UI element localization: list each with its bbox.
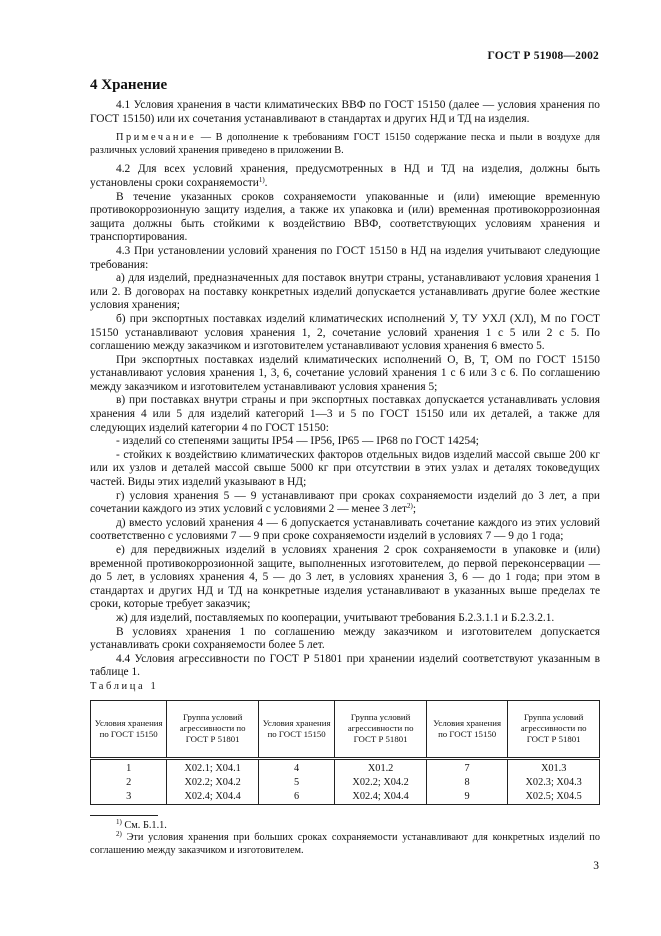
table-cell: 9 bbox=[426, 790, 507, 805]
table-cell: Х02.1; Х04.1 bbox=[167, 758, 259, 776]
note-text: — В дополнение к требованиям ГОСТ 15150 содержание песка и пыли в воздухе для различных условий хранения приведено в приложении В. bbox=[90, 132, 600, 156]
table-cell: 1 bbox=[91, 758, 167, 776]
item-g-end: ; bbox=[412, 503, 417, 516]
note bbox=[90, 132, 600, 157]
paragraph-4-4: 4.4 Условия агрессивности по ГОСТ Р 51801 при хранении изделий соответствуют указанным в таблице 1. bbox=[90, 652, 600, 679]
item-zh: ж) для изделий, поставляемых по кооперации, учитывают требования Б.2.3.1.1 и Б.2.3.2.1. bbox=[116, 611, 555, 624]
table-cell: 2 bbox=[91, 776, 167, 790]
item-g bbox=[90, 490, 600, 517]
footnote-divider bbox=[90, 815, 158, 816]
footnote-mark: 1) bbox=[116, 817, 122, 826]
paragraph-conditions-1: В условиях хранения 1 по соглашению между заказчиком и изготовителем допускается устанавливать сроки сохраняемости более 5 лет. bbox=[90, 625, 600, 652]
table-cell: Х01.3 bbox=[508, 758, 600, 776]
table-cell: Х02.2; Х04.2 bbox=[167, 776, 259, 790]
table-caption: Таблица 1 bbox=[90, 680, 159, 692]
footnote-text: Эти условия хранения при больших сроках сохраняемости устанавливают для конкретных изделий по соглашению между заказчиком и изготовителем. bbox=[90, 832, 600, 856]
table-cell: 6 bbox=[258, 790, 334, 805]
item-v-dash-2: - стойких к воздействию климатических факторов отдельных видов изделий массой свыше 200 кг или их узлов и деталей массой свыше 5000 кг при отсутствии в этих узлах и деталях токоведущих частей. Виды этих изделий указывают в НД; bbox=[90, 448, 600, 489]
note-label: Примечание bbox=[116, 132, 197, 144]
paragraph-4-2-end: . bbox=[264, 176, 268, 189]
item-g-text: г) условия хранения 5 — 9 устанавливают при сроках сохраняемости изделий до 3 лет, а при сочетании каждого из этих условий с условиями 2 — менее 3 лет bbox=[90, 489, 600, 516]
table-cell: Х01.2 bbox=[335, 758, 427, 776]
footnote-text: См. Б.1.1. bbox=[121, 819, 167, 831]
table-cell: Х02.4; Х04.4 bbox=[335, 790, 427, 805]
footnote-ref-1: 1) bbox=[258, 175, 265, 184]
item-d: д) вместо условий хранения 4 — 6 допускается устанавливать сочетание каждого из этих условий соответственно с условиями 7 — 9 при сроке сохраняемости изделий в условиях 7 — 9 до 1 года; bbox=[90, 516, 600, 543]
item-v: в) при поставках внутри страны и при экспортных поставках допускается устанавливать условия хранения 4 или 5 для изделий категорий 1—3 и 5 по ГОСТ 15150 или их деталей, а также для следующих изделий категории 4 по ГОСТ 15150: bbox=[90, 394, 600, 434]
item-b: б) при экспортных поставках изделий климатических исполнений У, ТУ УХЛ (ХЛ), М по ГОСТ 15150 устанавливают условия хранения 1, 2, сочетание условий хранения 1 с 5 или 2 с 5. По соглашению между заказчиком и изготовителем устанавливают условия хранения 6 вместо 5. bbox=[90, 312, 600, 353]
paragraph-4-2-text: 4.2 Для всех условий хранения, предусмотренных в НД и ТД на изделия, должны быть установлены сроки сохраняемости bbox=[90, 163, 600, 189]
table-header-cell: Группа условий агрессивности по ГОСТ Р 51801 bbox=[508, 700, 600, 758]
table-cell: 5 bbox=[258, 776, 334, 790]
paragraph-4-3: 4.3 При установлении условий хранения по ГОСТ 15150 в НД на изделия учитывают следующие требования: bbox=[90, 244, 600, 271]
table-header-cell: Условия хранения по ГОСТ 15150 bbox=[91, 700, 167, 758]
table-row bbox=[91, 790, 600, 805]
table-cell: Х02.4; Х04.4 bbox=[167, 790, 259, 805]
paragraph-4-2 bbox=[90, 163, 600, 190]
paragraph-4-1: 4.1 Условия хранения в части климатических ВВФ по ГОСТ 15150 (далее — условия хранения по ГОСТ 15150) или их сочетания устанавливают в стандартах и других НД и ТД на изделия. bbox=[90, 99, 600, 125]
table-header-cell: Условия хранения по ГОСТ 15150 bbox=[258, 700, 334, 758]
page-number: 3 bbox=[593, 860, 599, 872]
paragraph-4-2b: В течение указанных сроков сохраняемости упакованные и (или) имеющие временную противокоррозионную защиту изделия, а также их упаковка и (или) временная противокоррозионная защита должны быть стойкими к воздействию ВВФ, соответствующих условиям хранения и транспортирования. bbox=[90, 190, 600, 244]
table-cell: 8 bbox=[426, 776, 507, 790]
item-a: а) для изделий, предназначенных для поставок внутри страны, устанавливают условия хранения 1 или 2. В договорах на поставку конкретных изделий допускается устанавливать другие более жесткие условия хранения; bbox=[90, 272, 600, 312]
table-header-cell: Условия хранения по ГОСТ 15150 bbox=[426, 700, 507, 758]
table-header-cell: Группа условий агрессивности по ГОСТ Р 51801 bbox=[335, 700, 427, 758]
table-row bbox=[91, 758, 600, 776]
footnote-mark: 2) bbox=[116, 830, 122, 839]
table-cell: 7 bbox=[426, 758, 507, 776]
table-cell: 4 bbox=[258, 758, 334, 776]
section-title: 4 Хранение bbox=[90, 77, 168, 93]
table-row bbox=[91, 776, 600, 790]
table-cell: Х02.5; Х04.5 bbox=[508, 790, 600, 805]
item-b-export: При экспортных поставках изделий климатических исполнений О, В, Т, ОМ по ГОСТ 15150 устанавливают условия хранения 1, 3, 6, сочетание условий хранения 1 с 6 или 3 с 6. По соглашению между заказчиком и изготовителем устанавливают условия хранения 5; bbox=[90, 353, 600, 393]
footnote-ref-2: 2) bbox=[407, 502, 413, 511]
table-header-row bbox=[91, 700, 600, 758]
document-body bbox=[90, 99, 600, 857]
footnote-2 bbox=[90, 832, 600, 857]
table-cell: Х02.3; Х04.3 bbox=[508, 776, 600, 790]
item-e: е) для передвижных изделий в условиях хранения 2 срок сохраняемости в упаковке и (или) временной противокоррозионной защите, выполненных изготовителем, до первой переконсервации — до 5 лет, в условиях хранения 4, 5 — до 3 лет, в условиях хранения 3, 6 — до 1 года; при этом в стандартах и других НД и ТД на конкретные изделия устанавливают в указанных выше пределах те сроки, которые требует заказчик; bbox=[90, 544, 600, 611]
table-cell: Х02.2; Х04.2 bbox=[335, 776, 427, 790]
table-1 bbox=[90, 700, 600, 805]
table-header-cell: Группа условий агрессивности по ГОСТ Р 51801 bbox=[167, 700, 259, 758]
item-v-dash-1: - изделий со степенями защиты IP54 — IP56, IP65 — IP68 по ГОСТ 14254; bbox=[116, 435, 479, 448]
footnote-1 bbox=[90, 817, 600, 833]
document-header: ГОСТ Р 51908—2002 bbox=[487, 50, 599, 62]
table-cell: 3 bbox=[91, 790, 167, 805]
